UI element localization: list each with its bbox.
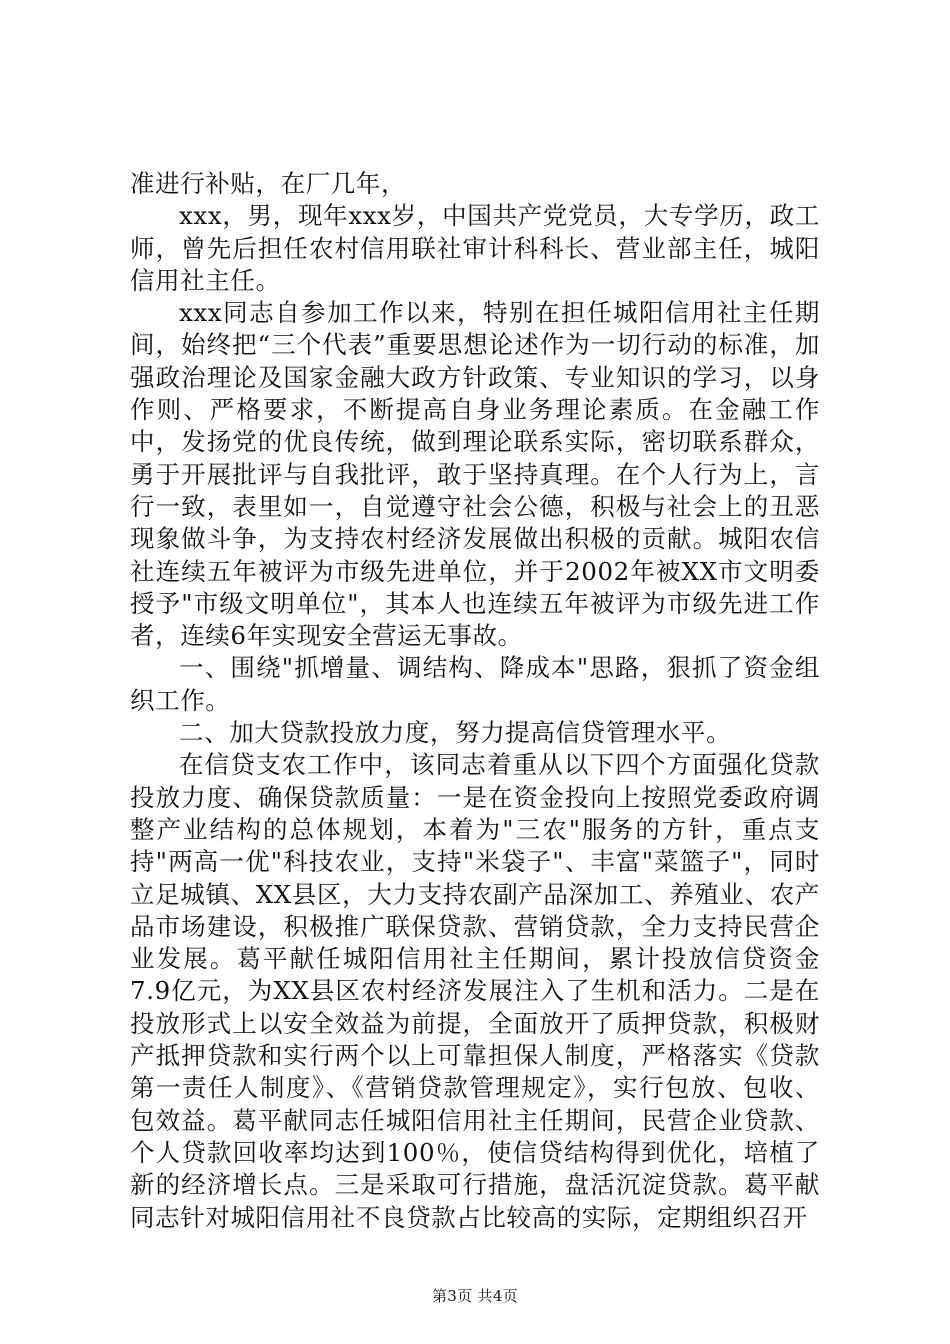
paragraph-section-two: 二、加大贷款投放力度，努力提高信贷管理水平。 (179, 718, 732, 748)
page-number: 第3页 (432, 1287, 473, 1305)
paragraph-profile: xxx，男，现年xxx岁，中国共产党党员，大专学历，政工师，曾先后担任农村信用联社审计科科长、营业部主任，城阳信用社主任。 (130, 201, 820, 295)
paragraph-credit-work: 在信贷支农工作中，该同志着重从以下四个方面强化贷款投放力度、确保贷款质量：一是在资金投向上按照党委政府调整产业结构的总体规划，本着为"三农"服务的方针，重点支持"两高一优"科技农业，支持"米袋子"、丰富"菜篮子"，同时立足城镇、XX县区，大力支持农副产品深加工、养殖业、农产品市场建设，积极推广联保贷款、营销贷款，全力支持民营企业发展。葛平献任城阳信用社主任期间，累计投放信贷资金7.9亿元，为XX县区农村经济发展注入了生机和活力。二是在投放形式上以安全效益为前提，全面放开了质押贷款，积极财产抵押贷款和实行两个以上可靠担保人制度，严格落实《贷款第一责任人制度》、《营销贷款管理规定》，实行包放、包收、包效益。葛平献同志任城阳信用社主任期间，民营企业贷款、个人贷款回收率均达到100％，使信贷结构得到优化，培植了新的经济增长点。三是采取可行措施，盘活沉淀贷款。葛平献同志针对城阳信用社不良贷款占比较高的实际，定期组织召开 (130, 750, 820, 1232)
page-footer (0, 1287, 950, 1305)
paragraph-section-one: 一、围绕"抓增量、调结构、降成本"思路，狠抓了资金组织工作。 (130, 653, 820, 715)
document-body (130, 168, 820, 1234)
page-total: 共4页 (477, 1287, 518, 1305)
paragraph-continuation: 准进行补贴，在厂几年， (130, 169, 407, 198)
paragraph-overview: xxx同志自参加工作以来，特别在担任城阳信用社主任期间，始终把“三个代表”重要思想论述作为一切行动的标准，加强政治理论及国家金融大政方针政策、专业知识的学习，以身作则、严格要求，不断提高自身业务理论素质。在金融工作中，发扬党的优良传统，做到理论联系实际，密切联系群众，勇于开展批评与自我批评，敢于坚持真理。在个人行为上，言行一致，表里如一，自觉遵守社会公德，积极与社会上的丑恶现象做斗争，为支持农村经济发展做出积极的贡献。城阳农信社连续五年被评为市级先进单位，并于2002年被XX市文明委授予"市级文明单位"，其本人也连续五年被评为市级先进工作者，连续6年实现安全营运无事故。 (130, 298, 820, 651)
